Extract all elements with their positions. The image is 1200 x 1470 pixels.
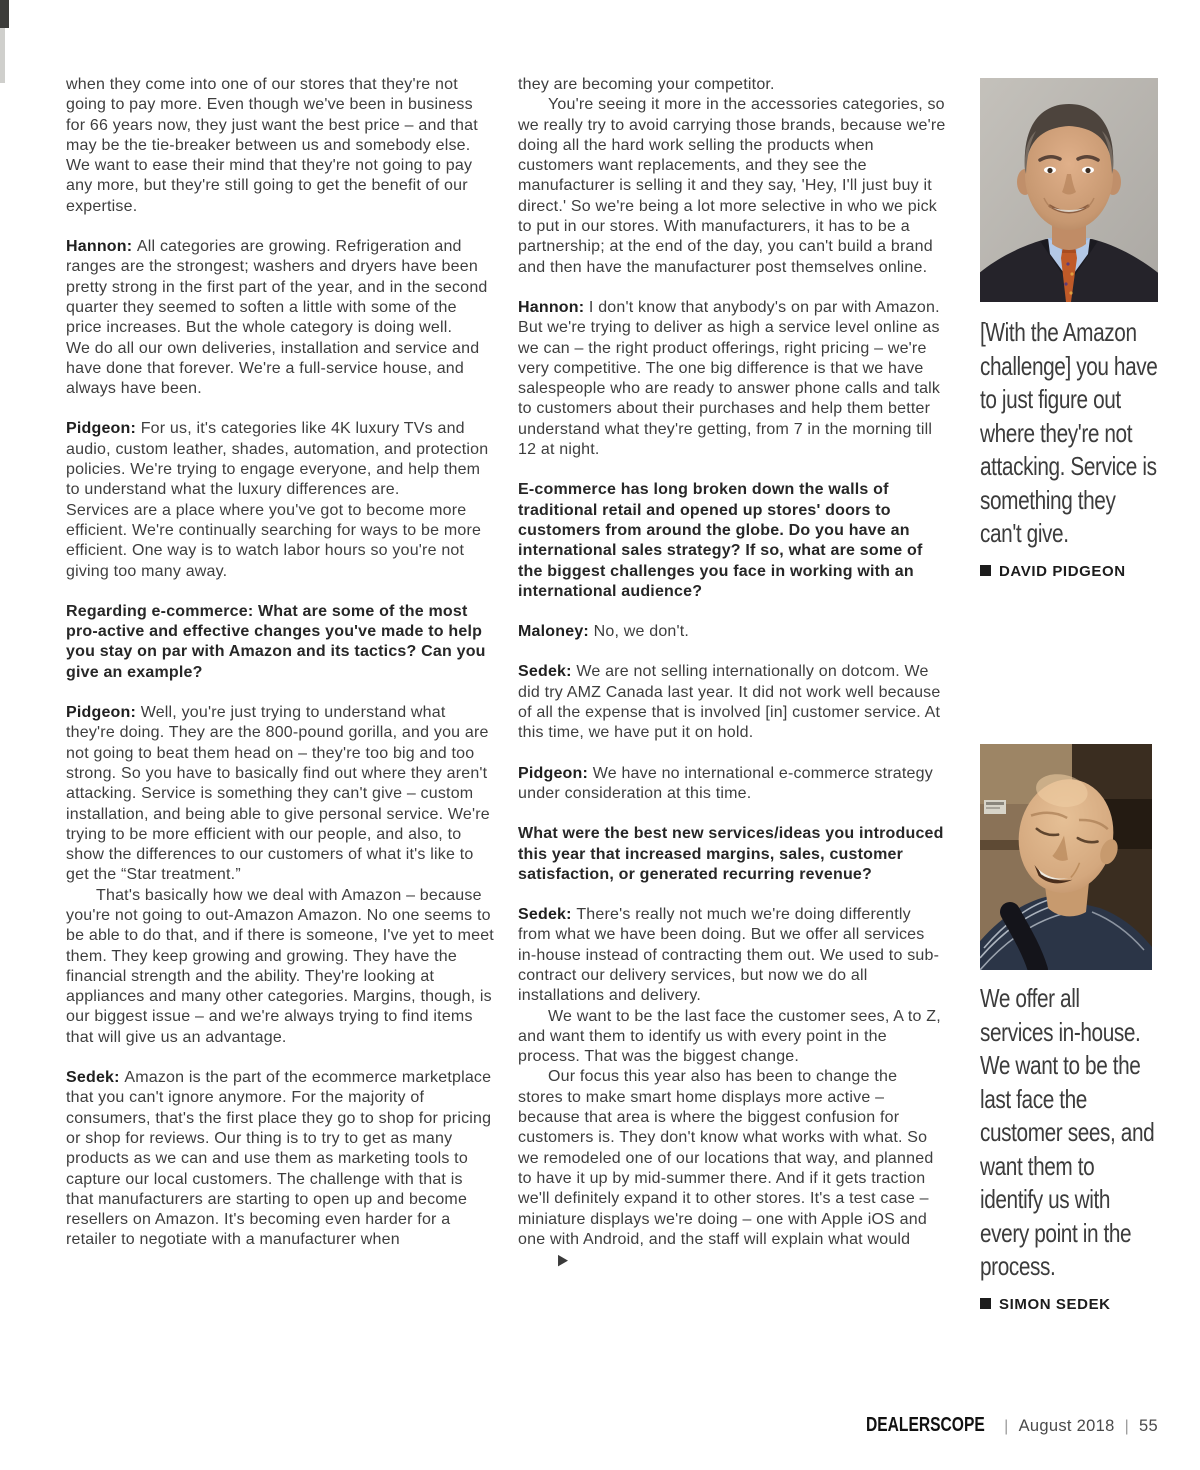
paragraph-text: You're seeing it more in the accessories categories, so we really try to avoid carrying those brands, because we're doing all the hard work selling the products when customers want replacements, and they see the manufacturer is selling it and they say, 'Hey, I'll just buy it direct.' So we're being a lot more selective in who we pick to put in our stores. With manufacturers, it has to be a partnership; at the end of the day, you can't build a brand and then have the manufacturer post themselves online. xyxy=(518,96,946,276)
issue-date: August 2018 xyxy=(1018,1417,1115,1435)
text-column-2 xyxy=(518,75,946,1270)
magazine-name: DEALERSCOPE xyxy=(865,1414,985,1436)
question-paragraph xyxy=(518,480,946,602)
paragraph-text: Pidgeon: We have no international e-commerce strategy under consideration at this time. xyxy=(518,764,933,802)
body-paragraph xyxy=(518,622,946,642)
continued-arrow-icon: ▶ xyxy=(558,1250,569,1269)
portrait-photo-david-pidgeon xyxy=(980,78,1158,302)
attribution-name: DAVID PIDGEON xyxy=(999,562,1126,580)
body-paragraph xyxy=(66,237,494,399)
page-footer xyxy=(866,1414,1158,1437)
speaker-label: Hannon: xyxy=(66,238,137,256)
speaker-label: Maloney: xyxy=(518,623,594,641)
right-rail xyxy=(980,0,1158,1470)
paragraph-text: We do all our own deliveries, installation and service and have done that forever. We're a full-service house, and always have been. xyxy=(66,339,480,398)
paragraph-text: Hannon: I don't know that anybody's on par with Amazon. But we're trying to deliver as high a service level online as we can – the right product offerings, right pricing – we're very competitive. The one big difference is that we have salespeople who are ready to answer phone calls and talk to customers about their purchases and help them better understand what they're getting, from 7 in the morning till 12 at night. xyxy=(518,298,941,459)
page-edge-artifact-gray xyxy=(0,28,5,83)
paragraph-text: Regarding e-commerce: What are some of the most pro-active and effective changes you've made to help you stay on par with Amazon and its tactics? Can you give an example? xyxy=(66,602,486,681)
paragraph-text: E-commerce has long broken down the walls of traditional retail and opened up stores' doors to customers from around the globe. Do you have an international sales strategy? If so, what are some of the biggest challenges you face in working with an international audience? xyxy=(518,481,923,600)
paragraph-text: Maloney: No, we don't. xyxy=(518,623,690,641)
body-paragraph xyxy=(66,75,494,217)
body-paragraph xyxy=(66,1068,494,1251)
speaker-label: Sedek: xyxy=(66,1069,125,1087)
question-paragraph xyxy=(66,602,494,683)
paragraph-text: Sedek: Amazon is the part of the ecommerce marketplace that you can't ignore anymore. For the majority of consumers, that's the first place they go to shop for pricing or shop for reviews. Our thing is to try to get as many products as we can and use them as marketing tools to capture our local customers. The challenge with that is that manufacturers are starting to open up and become resellers on Amazon. It's becoming even harder for a retailer to negotiate with a manufacturer when xyxy=(66,1069,492,1249)
page-edge-artifact-dark xyxy=(0,0,9,28)
pull-quote-text: We offer all services in-house. We want to be the last face the customer sees, and want them to identify us with every point in the process. xyxy=(980,983,1155,1281)
paragraph-text: they are becoming your competitor. xyxy=(518,76,775,93)
body-paragraph xyxy=(518,905,946,1270)
square-bullet-icon xyxy=(980,565,991,576)
footer-separator: | xyxy=(1124,1418,1130,1435)
speaker-label: Sedek: xyxy=(518,663,577,681)
footer-separator: | xyxy=(1004,1418,1009,1435)
speaker-label: Pidgeon: xyxy=(66,704,141,722)
paragraph-text: Our focus this year also has been to change the stores to make smart home displays more active – because that area is where the biggest confusion for customers is. They don't know what works with what. So we remodeled one of our locations that way, and planned to have it up by mid-summer there. And if it gets traction we'll definitely expand it to other stores. It's a test case – miniature displays we're doing – one with Apple iOS and one with Android, and the staff will explain what would▶ xyxy=(518,1067,946,1270)
paragraph-text: Sedek: There's really not much we're doing differently from what we have been doing. But we offer all services in-house instead of contracting them out. We used to sub-contract our delivery services, but now we do all installations and delivery. xyxy=(518,906,940,1005)
body-paragraph xyxy=(518,298,946,460)
pull-quote-text: [With the Amazon challenge] you have to just figure out where they're not attacking. Service is something they can't give. xyxy=(980,317,1158,548)
body-paragraph xyxy=(66,703,494,1048)
paragraph-text: That's basically how we deal with Amazon – because you're not going to out-Amazon Amazon. No one seems to be able to do that, and if there is someone, I've yet to meet them. They keep growing and growing. They have the financial strength and the ability. They're looking at appliances and many other categories. Margins, though, is our biggest issue – and we're always trying to find items that will give us an advantage. xyxy=(66,886,494,1046)
question-paragraph xyxy=(518,824,946,885)
speaker-label: Sedek: xyxy=(518,906,577,924)
attribution-name: SIMON SEDEK xyxy=(999,1295,1111,1313)
paragraph-text: Pidgeon: Well, you're just trying to understand what they're doing. They are the 800-pound gorilla, and you are not going to beat them head on – they're too big and too strong. So you have to basically find out where they aren't attacking. Service is something they can't give – custom installation, and being able to give personal service. We're trying to be more efficient with our people, and also, to show the differences to our customers of what it's like to get the “Star treatment.” xyxy=(66,704,490,884)
page-number: 55 xyxy=(1139,1417,1158,1435)
paragraph-text: Pidgeon: For us, it's categories like 4K luxury TVs and audio, custom leather, shades, automation, and protection policies. We're trying to engage everyone, and help them to understand what the luxury differences are. xyxy=(66,420,489,499)
portrait-photo-simon-sedek xyxy=(980,744,1152,970)
paragraph-text: Hannon: All categories are growing. Refrigeration and ranges are the strongest; washers and dryers have been pretty strong in the first part of the year, and in the second quarter they seemed to soften a little with some of the price increases. But the whole category is doing well. xyxy=(66,238,488,337)
speaker-label: Pidgeon: xyxy=(518,764,593,782)
pull-quote-attribution xyxy=(980,563,1158,580)
speaker-label: Pidgeon: xyxy=(66,420,141,438)
speaker-label: Hannon: xyxy=(518,298,589,316)
paragraph-text: What were the best new services/ideas you introduced this year that increased margins, sales, customer satisfaction, or generated recurring revenue? xyxy=(518,825,944,883)
paragraph-text: We want to be the last face the customer sees, A to Z, and want them to identify us with every point in the process. That was the biggest change. xyxy=(518,1007,941,1066)
pull-quote-pidgeon xyxy=(980,316,1158,580)
pull-quote-sedek xyxy=(980,982,1158,1313)
paragraph-text: when they come into one of our stores that they're not going to pay more. Even though we've been in business for 66 years now, they just want the best price – and that may be the tie-breaker between us and somebody else. We want to ease their mind that they're not going to pay any more, but they're still going to get the benefit of our expertise. xyxy=(66,76,478,215)
body-paragraph xyxy=(518,662,946,743)
pull-quote-attribution xyxy=(980,1296,1158,1313)
paragraph-text: Sedek: We are not selling internationally on dotcom. We did try AMZ Canada last year. It did not work well because of all the expense that is involved [in] customer service. At this time, we have put it on hold. xyxy=(518,663,941,742)
body-paragraph xyxy=(66,419,494,581)
text-column-1 xyxy=(66,75,494,1270)
body-paragraph xyxy=(518,764,946,805)
square-bullet-icon xyxy=(980,1298,991,1309)
paragraph-text: Services are a place where you've got to become more efficient. We're continually searching for ways to be more efficient. One way is to watch labor hours so you're not giving too many away. xyxy=(66,501,482,580)
body-paragraph xyxy=(518,75,946,278)
